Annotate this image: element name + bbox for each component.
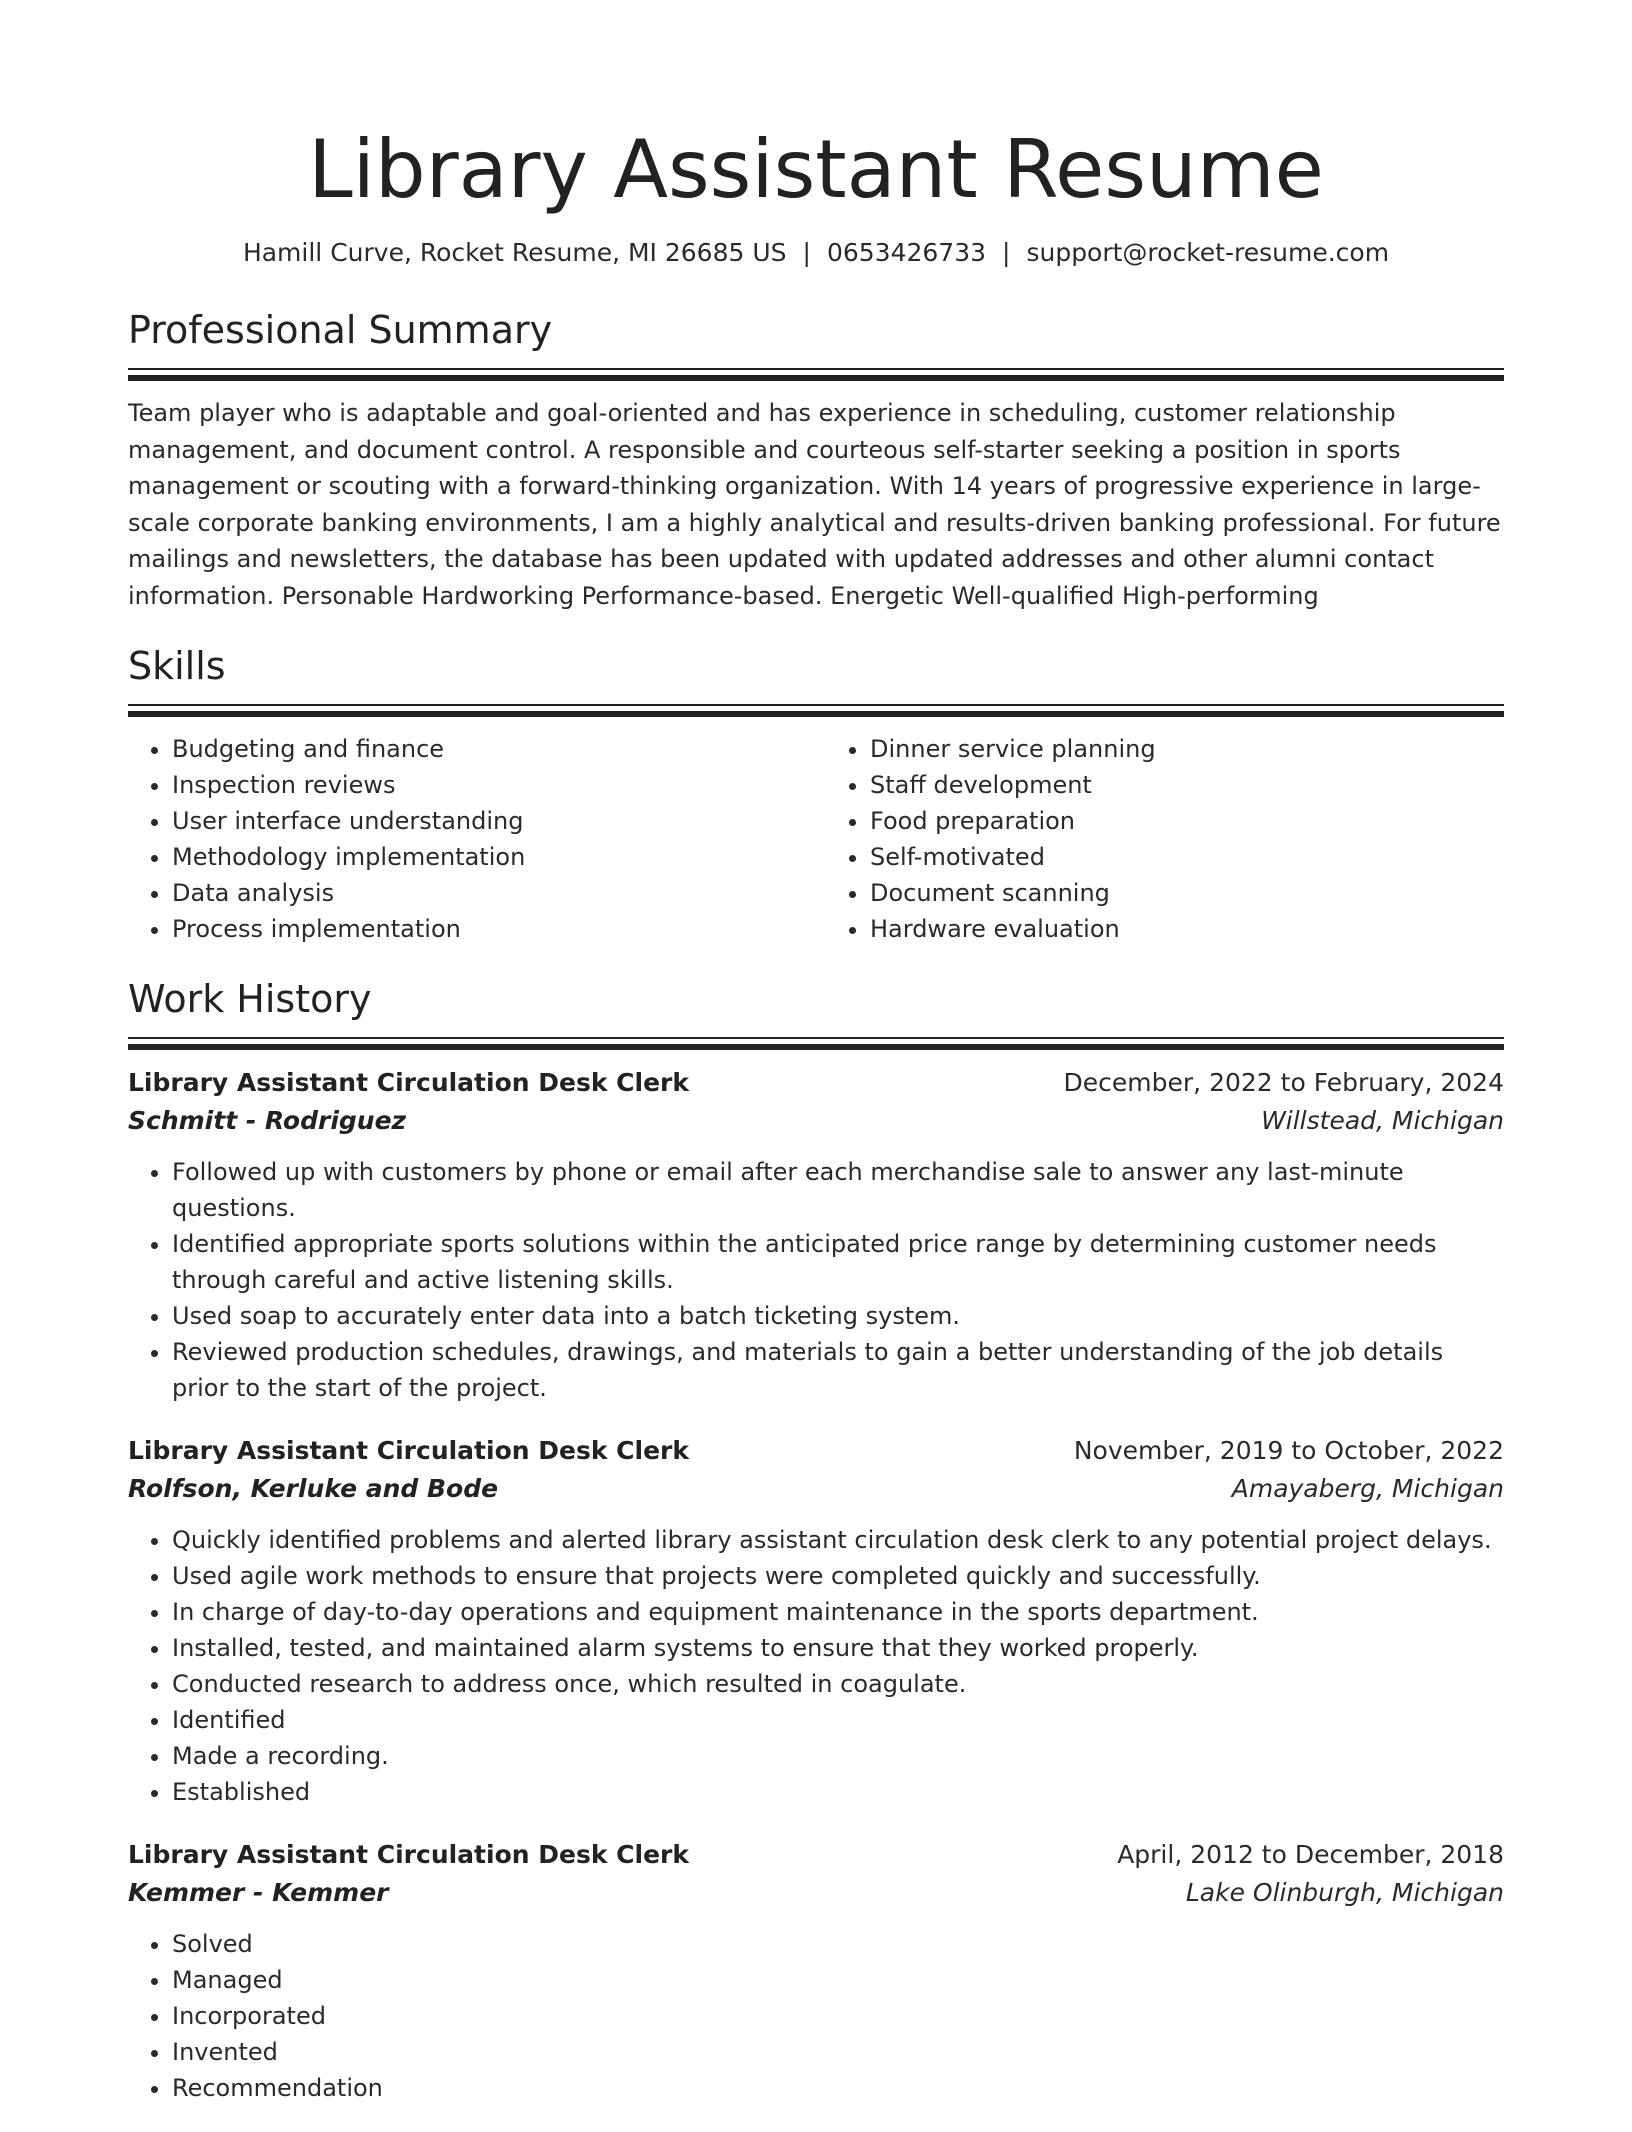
job-header-row	[128, 1432, 1504, 1470]
skill-item: • Staff development	[870, 767, 1504, 803]
job-bullets	[128, 1154, 1504, 1406]
skill-item: • Hardware evaluation	[870, 911, 1504, 947]
job-header-row	[128, 1064, 1504, 1102]
job-employer: Kemmer - Kemmer	[128, 1878, 389, 1907]
job-bullet: • Installed, tested, and maintained alarm systems to ensure that they worked properly.	[172, 1630, 1504, 1666]
job-bullet: • Established	[172, 1774, 1504, 1810]
job-bullet: • Used soap to accurately enter data into a batch ticketing system.	[172, 1298, 1504, 1334]
professional-summary-section	[128, 306, 1504, 614]
skill-item: • Process implementation	[172, 911, 806, 947]
job-bullets	[128, 1522, 1504, 1810]
job-bullet: • Invented	[172, 2034, 1504, 2070]
job-dates: December, 2022 to February, 2024	[1063, 1068, 1504, 1097]
job-bullet: • Used agile work methods to ensure that projects were completed quickly and successfully.	[172, 1558, 1504, 1594]
job-title: Library Assistant Circulation Desk Clerk	[128, 1068, 689, 1097]
job-dates: November, 2019 to October, 2022	[1073, 1436, 1504, 1465]
contact-phone: 0653426733	[826, 238, 987, 267]
job-entry	[128, 1432, 1504, 1810]
skills-list-left	[128, 731, 806, 947]
job-bullet: • Recommendation	[172, 2070, 1504, 2106]
skill-item: • Document scanning	[870, 875, 1504, 911]
job-entry	[128, 1836, 1504, 2106]
job-bullet: • Made a recording.	[172, 1738, 1504, 1774]
contact-line	[128, 236, 1504, 270]
skill-item: • Inspection reviews	[172, 767, 806, 803]
skill-item: • User interface understanding	[172, 803, 806, 839]
job-bullet: • Identified appropriate sports solutions within the anticipated price range by determining customer needs through careful and active listening skills.	[172, 1226, 1504, 1298]
contact-email: support@rocket-resume.com	[1026, 238, 1390, 267]
skill-item: • Methodology implementation	[172, 839, 806, 875]
job-location: Lake Olinburgh, Michigan	[1185, 1878, 1504, 1907]
job-bullet: • Followed up with customers by phone or email after each merchandise sale to answer any last-minute questions.	[172, 1154, 1504, 1226]
job-bullets	[128, 1926, 1504, 2106]
job-bullet: • Reviewed production schedules, drawings, and materials to gain a better understanding of the job details prior to the start of the project.	[172, 1334, 1504, 1406]
job-employer-row	[128, 1470, 1504, 1508]
section-heading-professional-summary: Professional Summary	[128, 308, 553, 352]
section-divider	[128, 1037, 1504, 1050]
job-header-row	[128, 1836, 1504, 1874]
work-history-section	[128, 975, 1504, 2106]
skill-item: • Budgeting and finance	[172, 731, 806, 767]
skill-item: • Data analysis	[172, 875, 806, 911]
job-bullet: • Quickly identified problems and alerted library assistant circulation desk clerk to any potential project delays.	[172, 1522, 1504, 1558]
job-employer: Rolfson, Kerluke and Bode	[128, 1474, 499, 1503]
job-employer: Schmitt - Rodriguez	[128, 1106, 407, 1135]
contact-separator: |	[1002, 238, 1011, 267]
skill-item: • Food preparation	[870, 803, 1504, 839]
job-bullet: • In charge of day-to-day operations and equipment maintenance in the sports department.	[172, 1594, 1504, 1630]
job-employer-row	[128, 1874, 1504, 1912]
section-divider	[128, 704, 1504, 717]
skills-grid	[128, 731, 1504, 947]
job-bullet: • Conducted research to address once, which resulted in coagulate.	[172, 1666, 1504, 1702]
job-bullet: • Identified	[172, 1702, 1504, 1738]
skill-item: • Dinner service planning	[870, 731, 1504, 767]
resume-title: Library Assistant Resume	[308, 123, 1324, 216]
contact-separator: |	[802, 238, 811, 267]
job-bullet: • Solved	[172, 1926, 1504, 1962]
job-bullet: • Incorporated	[172, 1998, 1504, 2034]
job-location: Willstead, Michigan	[1261, 1106, 1504, 1135]
job-entry	[128, 1064, 1504, 1406]
contact-address: Hamill Curve, Rocket Resume, MI 26685 US	[242, 238, 787, 267]
summary-text: Team player who is adaptable and goal-oriented and has experience in scheduling, customer relationship management, and document control. A responsible and courteous self-starter seeking a position in sports management or scouting with a forward-thinking organization. With 14 years of progressive experience in large-scale corporate banking environments, I am a highly analytical and results-driven banking professional. For future mailings and newsletters, the database has been updated with updated addresses and other alumni contact information. Personable Hardworking Performance-based. Energetic Well-qualified High-performing	[128, 399, 1501, 610]
section-divider	[128, 368, 1504, 381]
job-title: Library Assistant Circulation Desk Clerk	[128, 1840, 689, 1869]
skills-list-right	[826, 731, 1504, 947]
skill-item: • Self-motivated	[870, 839, 1504, 875]
job-location: Amayaberg, Michigan	[1231, 1474, 1504, 1503]
job-dates: April, 2012 to December, 2018	[1117, 1840, 1504, 1869]
job-title: Library Assistant Circulation Desk Clerk	[128, 1436, 689, 1465]
skills-section	[128, 642, 1504, 947]
resume-page	[128, 0, 1504, 2132]
section-heading-skills: Skills	[128, 644, 226, 688]
section-heading-work-history: Work History	[128, 977, 372, 1021]
job-employer-row	[128, 1102, 1504, 1140]
job-bullet: • Managed	[172, 1962, 1504, 1998]
